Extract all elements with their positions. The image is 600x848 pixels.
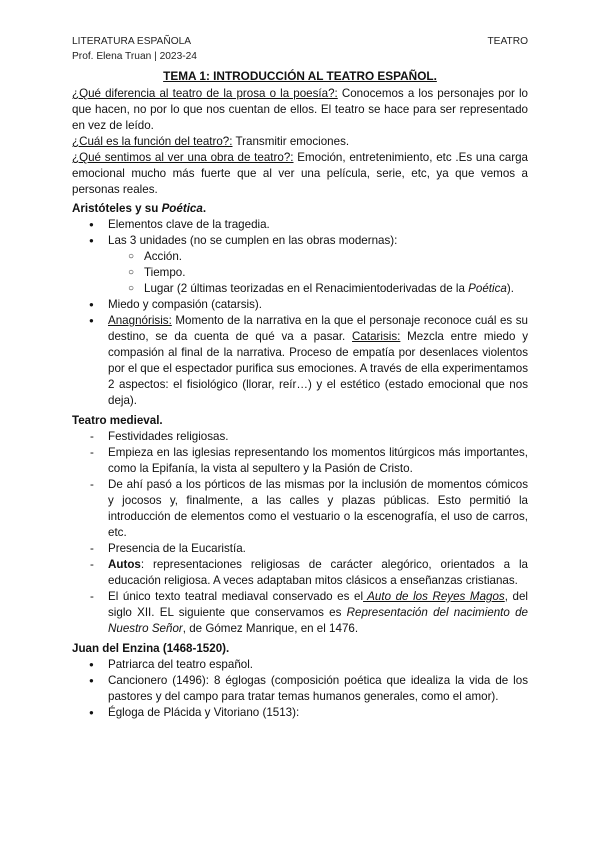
answer-text: Conocemos a los personajes por lo que hacen, no por lo que nos cuentan de ellos. El teatro se hace para ser representado en vez de leído.	[72, 87, 529, 132]
list-item: ● Égloga de Plácida y Vitoriano (1513):	[72, 705, 528, 721]
sub-list-item: ○ Acción.	[72, 249, 528, 265]
medieval-list	[72, 429, 528, 637]
term-definition: Momento de la narrativa en la que el personaje reconoce cuál es su destino, se da cuenta de qué va a pasar.	[108, 314, 528, 343]
list-item: - Festividades religiosas.	[72, 429, 528, 445]
list-item: - Presencia de la Eucaristía.	[72, 541, 528, 557]
list-item	[72, 313, 528, 409]
list-item	[72, 589, 528, 637]
term-definition: Mezcla entre miedo y compasión al final de la narrativa. Proceso de empatía por desenlaces violentos por el que el espectador purifica sus emociones. A través de ella experimentamos 2 aspectos: el fisiológico (llorar, reír…) y el estético (estado emocional que nos deja).	[108, 330, 528, 407]
section-heading-aristoteles	[72, 201, 528, 217]
sub-item-end: ).	[506, 282, 514, 295]
header-topic: TEATRO	[487, 36, 528, 47]
item-text: , del siglo XII. EL siguiente que conservamos es	[108, 590, 528, 619]
page-title: TEMA 1: INTRODUCCIÓN AL TEATRO ESPAÑOL.	[163, 69, 437, 83]
document-page	[72, 34, 528, 721]
question-label: ¿Qué sentimos al ver una obra de teatro?:	[72, 151, 294, 164]
sub-item-italic: Poética	[468, 282, 507, 295]
heading-end: .	[202, 202, 207, 215]
unities-sublist	[72, 249, 528, 297]
item-text: , de Gómez Manrique, en el 1476.	[182, 622, 359, 635]
autos-term: Autos	[108, 558, 141, 571]
header-subject: LITERATURA ESPAÑOLA	[72, 36, 192, 47]
list-item-text: Las 3 unidades (no se cumplen en las obras modernas):	[108, 234, 398, 247]
list-item: ● Miedo y compasión (catarsis).	[72, 297, 528, 313]
intro-question-3	[72, 150, 528, 198]
list-item: ● Elementos clave de la tragedia.	[72, 217, 528, 233]
list-item: ● Patriarca del teatro español.	[72, 657, 528, 673]
question-label: ¿Qué diferencia al teatro de la prosa o la poesía?:	[72, 87, 338, 100]
auto-reyes-magos-link[interactable]: Auto de los Reyes Magos	[363, 590, 505, 603]
work-title: Representación del nacimiento de Nuestro Señor	[108, 606, 528, 635]
list-item	[72, 233, 528, 297]
intro-question-2	[72, 134, 528, 150]
aristoteles-list	[72, 217, 528, 409]
header-teacher: Prof. Elena Truan | 2023-24	[72, 51, 197, 62]
heading-italic: Poética	[161, 202, 203, 215]
sub-list-item: ○ Tiempo.	[72, 265, 528, 281]
answer-text: Emoción, entretenimiento, etc .Es una carga emocional mucho más fuerte que al ver una película, serie, etc, ya que vemos a personas reales.	[72, 151, 528, 196]
list-item: ● Cancionero (1496): 8 églogas (composición poética que idealiza la vida de los pastores y del campo para tratar temas humanos generales, como el amor).	[72, 673, 528, 705]
list-item	[72, 557, 528, 589]
answer-text: Transmitir emociones.	[232, 135, 350, 148]
sub-list-item	[72, 281, 528, 297]
page-header	[72, 34, 528, 49]
list-item: - De ahí pasó a los pórticos de las mismas por la inclusión de momentos cómicos y jocosos y, finalmente, a las calles y plazas públicas. Esto permitió la introducción de elementos como el vestuario o la escenografía, el uso de carros, etc.	[72, 477, 528, 541]
autos-definition: : representaciones religiosas de carácter alegórico, orientados a la educación religiosa. A veces adaptaban mitos clásicos a enseñanzas cristianas.	[108, 558, 528, 587]
term-catarsis: Catarisis:	[352, 330, 401, 343]
section-heading-medieval: Teatro medieval.	[72, 414, 163, 427]
intro-question-1	[72, 86, 528, 134]
heading-text: Aristóteles y su	[72, 202, 162, 215]
question-label: ¿Cuál es la función del teatro?:	[72, 135, 233, 148]
item-text: El único texto teatral mediaval conservado es el	[108, 590, 364, 603]
term-anagnorisis: Anagnórisis:	[108, 314, 172, 327]
section-heading-enzina: Juan del Enzina (1468-1520).	[72, 642, 230, 655]
enzina-list	[72, 657, 528, 721]
sub-item-text: Lugar (2 últimas teorizadas en el Renacimientoderivadas de la	[144, 282, 469, 295]
list-item: - Empieza en las iglesias representando los momentos litúrgicos más importantes, como la Epifanía, la vista al sepultero y la Pasión de Cristo.	[72, 445, 528, 477]
